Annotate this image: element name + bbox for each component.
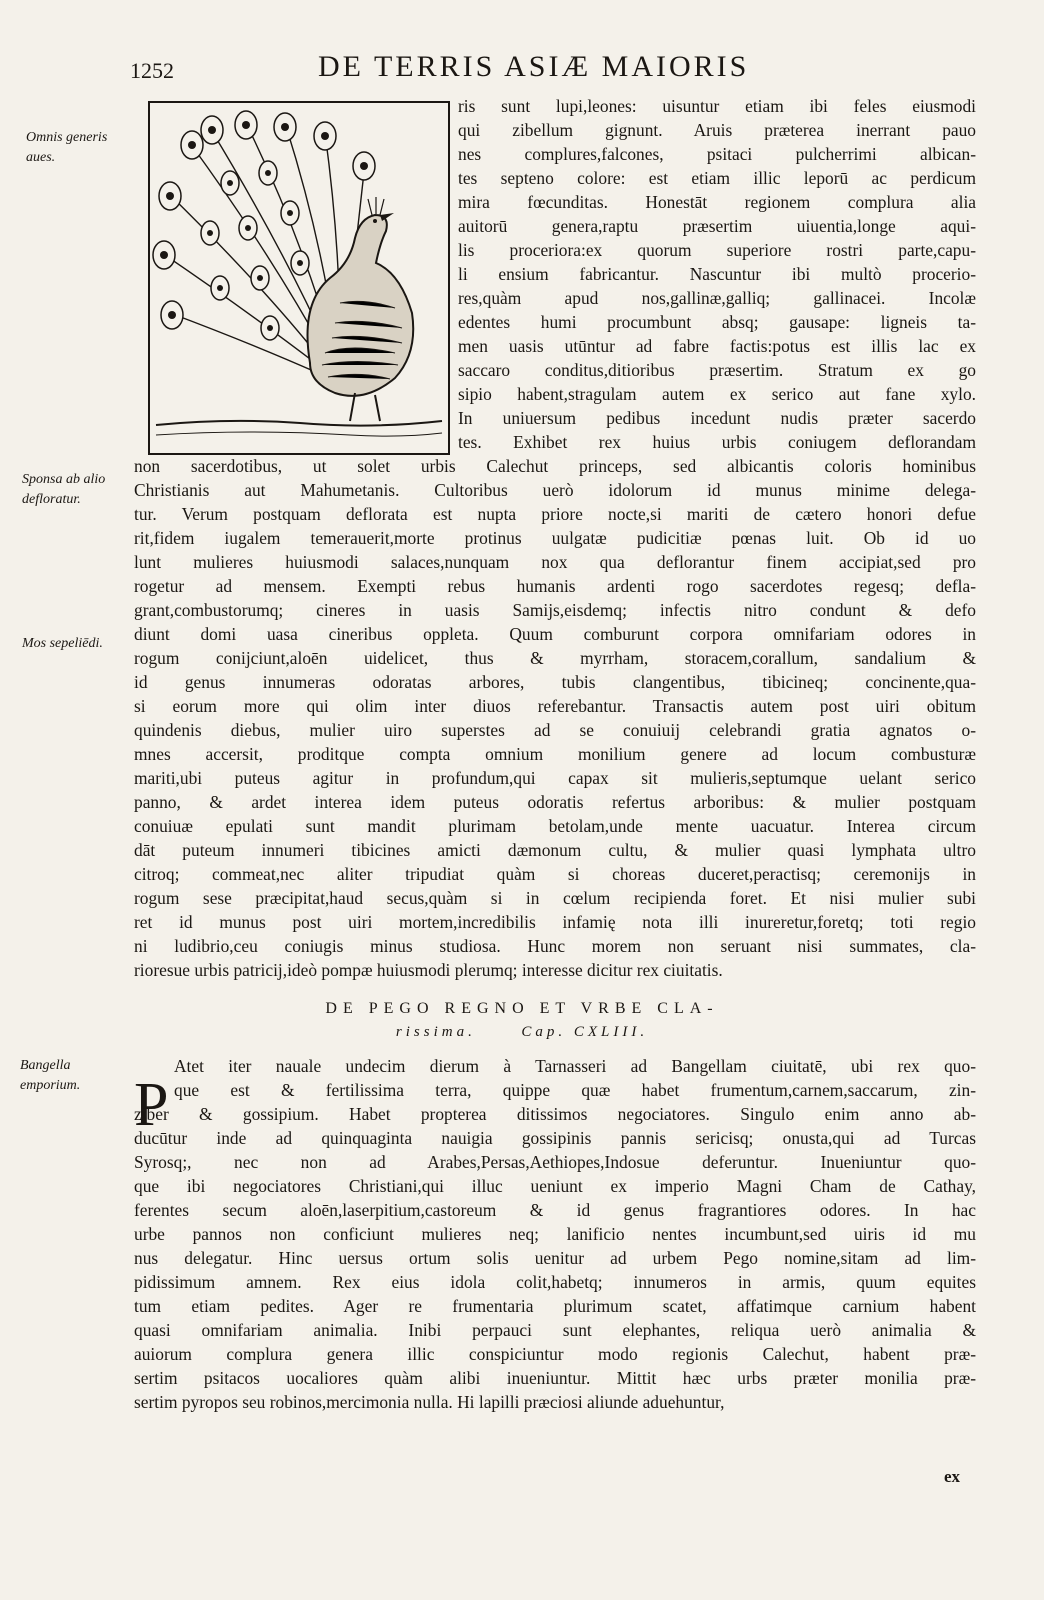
text-line: rioresue urbis patricij,ideò pompæ huiusmodi plerumq; interesse dicitur rex ciuitatis. (134, 960, 723, 980)
text-line: tes. Exhibet rex huius urbis coniugem deflorandam (458, 432, 976, 452)
text-line: Syrosq;, nec non ad Arabes,Persas,Aethiopes,Indosue deferuntur. Inueniuntur quo- (134, 1152, 976, 1172)
chapter-heading-cont: rissima. (395, 1024, 476, 1040)
text-line: mira fœcunditas. Honestāt regionem complura alia (458, 192, 976, 212)
chapter-heading: DE PEGO REGNO ET VRBE CLA- (325, 1000, 719, 1017)
text-line: rogum sese præcipitat,haud secus,quàm si in cœlum recipienda foret. Et nisi mulier subi (134, 888, 976, 908)
text-line: sertim psitacos uocaliores quàm alibi inueniuntur. Mittit hæc urbs præter monilia præ- (134, 1368, 976, 1388)
text-line: que ibi negociatores Christiani,qui illuc ueniunt ex imperio Magni Cham de Cathay, (134, 1176, 976, 1196)
margin-note-sponsa: Sponsa ab alio defloratur. (22, 472, 106, 507)
text-line: saccaro conditus,ditioribus præsertim. Stratum ex go (458, 360, 976, 380)
text-line: quindenis diebus, mulier uiro superstes ad se conuiuij celebrandi gratia agnatos o- (134, 720, 976, 740)
text-line: diunt domi uasa cineribus oppleta. Quum comburunt corpora omnifariam odores in (134, 624, 976, 644)
text-line: id genus innumeras odoratas arbores, tubis clangentibus, tibicineq; concinente,qua- (134, 672, 976, 692)
text-line: lunt mulieres huiusmodi salaces,nunquam nox qua deflorantur finem accipiat,sed pro (134, 552, 976, 572)
text-line: edentes humi procumbunt absq; gausape: ligneis ta- (458, 312, 976, 332)
text-line: rit,fidem iugalem temerauerit,morte protinus uulgatæ pudicitiæ pœnas luit. Ob id uo (134, 528, 976, 548)
margin-note-aues: Omnis generis aues. (26, 130, 108, 165)
text-line: rogetur ad mensem. Exempti rebus humanis ardenti rogo sacerdotes regesq; defla- (134, 576, 976, 596)
page-number: 1252 (130, 58, 174, 83)
catchword: ex (944, 1467, 961, 1486)
text-line: panno, & ardet interea idem puteus odoratis refertus arboribus: & mulier postquam (134, 792, 976, 812)
text-line: non sacerdotibus, ut solet urbis Calechut princeps, sed albicantis coloris hominibus (134, 456, 976, 476)
text-line: lis proceriora:ex quorum superiore rostri parte,capu- (458, 240, 976, 260)
text-line: citroq; commeat,nec aliter tripudiat quàm si choreas duceret,peractisq; ceremonijs in (134, 864, 976, 884)
chapter-subheading (0, 1024, 1044, 1041)
text-line: auiorum complura genera illic conspiciuntur modo regionis Calechut, habent præ- (134, 1344, 976, 1364)
text-line: tur. Verum postquam deflorata est nupta priore nocte,si mariti de cætero honori defue (134, 504, 976, 524)
text-line: Christianis aut Mahumetanis. Cultoribus uerò idolorum id munus minime delega- (134, 480, 976, 500)
text-line: urbe pannos non conficiunt mulieres neq; lanificio nentes incumbunt,sed uiris id mu (134, 1224, 976, 1244)
text-line: ferentes secum aloēn,laserpitium,castoreum & id genus fragrantiores odores. In hac (134, 1200, 976, 1220)
text-line: qui zibellum gignunt. Aruis præterea inerrant pauo (458, 120, 976, 140)
text-line: mariti,ubi puteus agitur in profundum,qui capax sit mulieris,septumque uelant serico (134, 768, 976, 788)
drop-cap: P (134, 1071, 169, 1139)
text-line: mnes accersit, proditque compta omnium monilium genere ad locum combusturæ (134, 744, 976, 764)
text-line: ret id munus post uiri mortem,incredibilis infamię nota illi inureretur,foretq; toti regio (134, 912, 976, 932)
text-line: Atet iter nauale undecim dierum à Tarnasseri ad Bangellam ciuitatē, ubi rex quo- (174, 1056, 976, 1076)
margin-note-mos: Mos sepeliēdi. (22, 636, 103, 651)
peacock-illustration (150, 103, 448, 453)
text-line: quasi omnifariam animalia. Inibi perpauci sunt elephantes, reliqua uerò animalia & (134, 1320, 976, 1340)
running-title: DE TERRIS ASIÆ MAIORIS (318, 50, 750, 83)
text-line: conuiuæ epulati sunt mandit plurimam betolam,unde mente uacuatur. Interea circum (134, 816, 976, 836)
text-line: nus delegatur. Hinc uersus ortum solis uenitur ad urbem Pego nomine,sitam ad lim- (134, 1248, 976, 1268)
text-line: ni ludibrio,ceu coniugis minus studiosa. Hunc morem non seruant nisi summates, cla- (134, 936, 976, 956)
margin-note-bangella: Bangella emporium. (20, 1058, 81, 1093)
text-line: rogum conijciunt,aloēn uidelicet, thus & myrrham, storacem,corallum, sandalium & (134, 648, 976, 668)
peacock-woodcut (148, 101, 450, 455)
text-line: ducūtur inde ad quinquaginta nauigia gossipinis pannis sericisq; onusta,qui ad Turcas (134, 1128, 976, 1148)
text-line: tum etiam pedites. Ager re frumentaria plurimum scatet, affatimque carnium habent (134, 1296, 976, 1316)
text-line: men uasis utūntur ad fabre factis:potus est illis lac ex (458, 336, 976, 356)
text-line: sipio habent,stragulam autem ex serico aut fane xylo. (458, 384, 976, 404)
text-line: que est & fertilissima terra, quippe quæ habet frumentum,carnem,saccarum, zin- (174, 1080, 976, 1100)
text-line: nes complures,falcones, psitaci pulcherrimi albican- (458, 144, 976, 164)
text-line: tes septeno colore: est etiam illic leporū ac perdicum (458, 168, 976, 188)
text-line: ris sunt lupi,leones: uisuntur etiam ibi feles eiusmodi (458, 96, 976, 116)
text-line: grant,combustorumq; cineres in uasis Samijs,eisdemq; infectis nitro condunt & defo (134, 600, 976, 620)
text-line: li ensium fabricantur. Nascuntur ibi multò procerio- (458, 264, 976, 284)
text-line: ziber & gossipium. Habet propterea ditissimos negociatores. Singulo enim anno ab- (134, 1104, 976, 1124)
text-line: sertim pyropos seu robinos,mercimonia nulla. Hi lapilli præciosi aliunde aduehuntur, (134, 1392, 725, 1412)
text-line: res,quàm apud nos,gallinæ,galliq; gallinacei. Incolæ (458, 288, 976, 308)
chapter-label: Cap. CXLIII. (521, 1024, 649, 1040)
text-line: In uniuersum pedibus incedunt nudis præter sacerdo (458, 408, 976, 428)
text-line: si eorum more qui olim inter diuos referebantur. Transactis autem post uiri obitum (134, 696, 976, 716)
text-line: pidissimum amnem. Rex eius idola colit,habetq; innumeros in armis, quum equites (134, 1272, 976, 1292)
text-line: dāt puteum innumeri tibicines amicti dæmonum cultu, & mulier quasi lymphata ultro (134, 840, 976, 860)
text-line: auitorū genera,raptu præsertim uiuentia,longe aqui- (458, 216, 976, 236)
